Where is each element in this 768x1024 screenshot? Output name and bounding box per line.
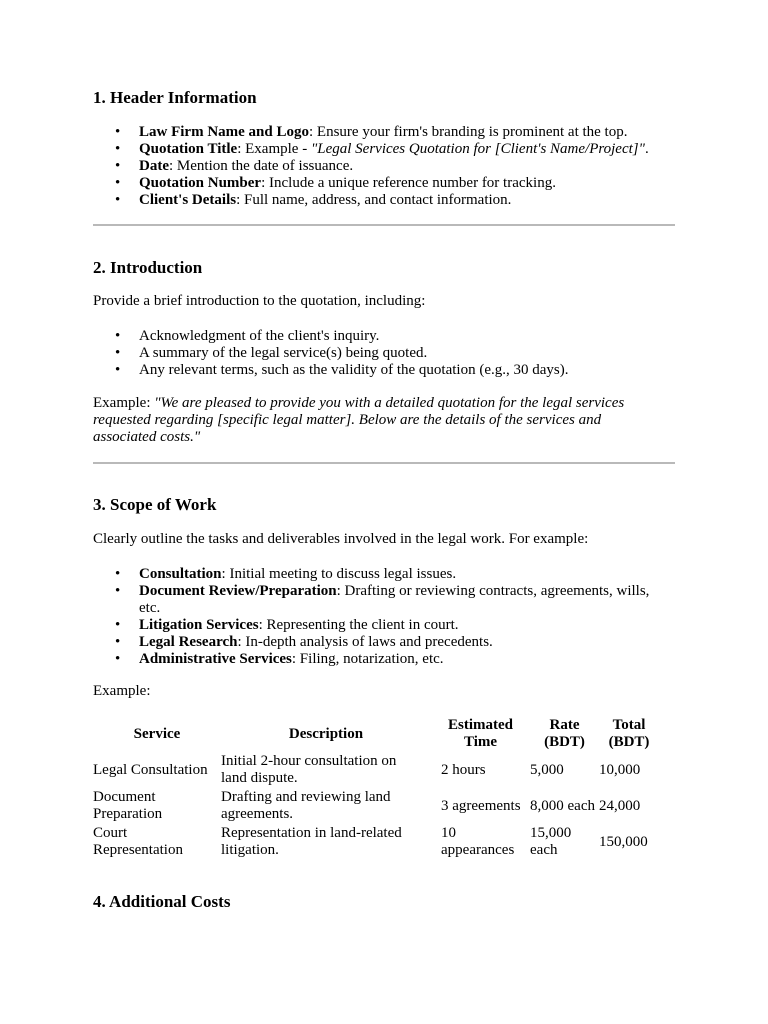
service-cell: Legal Consultation <box>93 761 208 778</box>
list-item: • Law Firm Name and Logo: Ensure your firm's branding is prominent at the top. <box>115 124 628 140</box>
column-header-rate: Rate (BDT) <box>544 717 585 750</box>
table-row <box>93 752 659 788</box>
list-item: • Date: Mention the date of issuance. <box>115 158 354 174</box>
table-header-row <box>93 716 659 752</box>
list-item: • Administrative Services: Filing, notarization, etc. <box>115 651 444 667</box>
time-cell: 3 agreements <box>441 797 521 814</box>
column-header-estimated-time: Estimated Time <box>448 717 513 750</box>
description-cell: Initial 2-hour consultation on land dispute. <box>221 753 397 786</box>
introduction-list <box>93 328 675 379</box>
list-item: • Document Review/Preparation: Drafting or reviewing contracts, agreements, wills, etc. <box>115 583 650 616</box>
scope-lead: Clearly outline the tasks and deliverables involved in the legal work. For example: <box>93 531 589 547</box>
bullet-icon: • <box>115 192 121 208</box>
bullet-icon: • <box>115 141 121 157</box>
bullet-icon: • <box>115 583 121 599</box>
bullet-icon: • <box>115 651 121 667</box>
list-item: • Litigation Services: Representing the client in court. <box>115 617 459 633</box>
section-heading-scope-of-work: 3. Scope of Work <box>93 495 217 514</box>
services-table <box>93 716 659 860</box>
bullet-icon: • <box>115 634 121 650</box>
bullet-icon: • <box>115 617 121 633</box>
section-heading-header-information: 1. Header Information <box>93 88 257 107</box>
rate-cell: 15,000 each <box>530 825 572 858</box>
table-row <box>93 788 659 824</box>
bullet-icon: • <box>115 362 121 378</box>
column-header-description: Description <box>288 725 364 742</box>
header-info-list <box>93 124 675 209</box>
scope-example-label: Example: <box>93 683 151 699</box>
description-cell: Drafting and reviewing land agreements. <box>221 789 391 822</box>
list-item: • Client's Details: Full name, address, and contact information. <box>115 192 512 208</box>
table-row <box>93 824 659 860</box>
list-item: • Any relevant terms, such as the validity of the quotation (e.g., 30 days). <box>115 362 569 378</box>
total-cell: 10,000 <box>599 761 641 778</box>
total-cell: 24,000 <box>599 797 641 814</box>
bullet-icon: • <box>115 566 121 582</box>
list-item: • A summary of the legal service(s) being quoted. <box>115 345 428 361</box>
description-cell: Representation in land-related litigation. <box>221 825 402 858</box>
list-item: • Quotation Title: Example - "Legal Services Quotation for [Client's Name/Project]". <box>115 141 649 157</box>
scope-list <box>93 566 675 668</box>
list-item: • Quotation Number: Include a unique reference number for tracking. <box>115 175 556 191</box>
column-header-total: Total (BDT) <box>608 717 650 750</box>
rate-cell: 8,000 each <box>530 797 595 814</box>
bullet-icon: • <box>115 175 121 191</box>
service-cell: Document Preparation <box>93 789 163 822</box>
list-item: • Consultation: Initial meeting to discuss legal issues. <box>115 566 457 582</box>
introduction-example: Example: "We are pleased to provide you with a detailed quotation for the legal services requested regarding [specific legal matter]. Below are the details of the services and associated costs." <box>93 395 625 445</box>
service-cell: Court Representation <box>93 825 183 858</box>
section-heading-additional-costs: 4. Additional Costs <box>93 892 231 911</box>
list-item: • Legal Research: In-depth analysis of laws and precedents. <box>115 634 493 650</box>
total-cell: 150,000 <box>599 833 648 850</box>
bullet-icon: • <box>115 345 121 361</box>
list-item: • Acknowledgment of the client's inquiry. <box>115 328 380 344</box>
introduction-lead: Provide a brief introduction to the quotation, including: <box>93 293 426 309</box>
bullet-icon: • <box>115 328 121 344</box>
bullet-icon: • <box>115 158 121 174</box>
bullet-icon: • <box>115 124 121 140</box>
section-heading-introduction: 2. Introduction <box>93 258 203 277</box>
horizontal-rule <box>93 462 675 464</box>
horizontal-rule <box>93 224 675 226</box>
column-header-service: Service <box>133 725 181 742</box>
time-cell: 10 appearances <box>441 825 515 858</box>
rate-cell: 5,000 <box>530 761 564 778</box>
time-cell: 2 hours <box>441 761 486 778</box>
